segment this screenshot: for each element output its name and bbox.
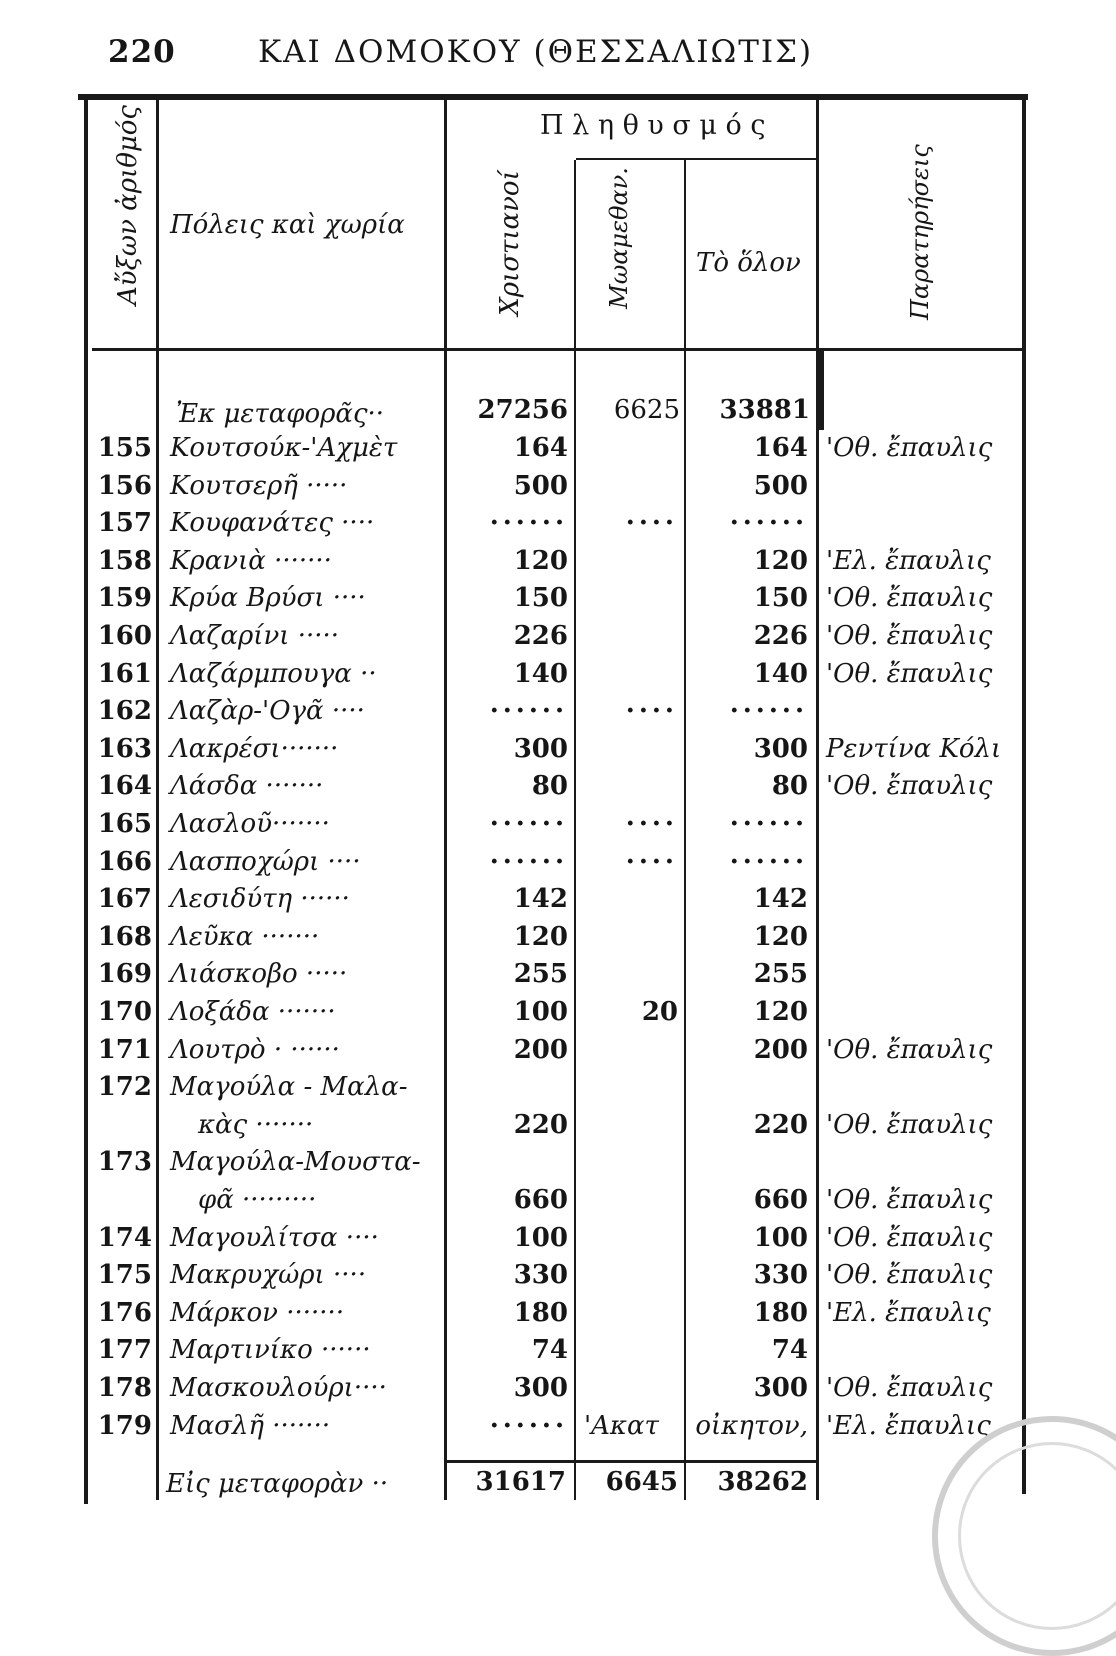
page-header [108, 28, 1008, 88]
row-name: Λεσιδύτη ······ [170, 884, 350, 914]
carry-out-label: Εἰς μεταφορὰν ·· [166, 1469, 389, 1499]
row-name: Λεῦκα ······· [170, 922, 320, 952]
row-name: κὰς ······· [198, 1110, 314, 1140]
carry-in-muslims: 6625 [613, 395, 680, 425]
row-total: οἰκητον, [695, 1411, 808, 1441]
row-total: ······ [729, 847, 808, 877]
row-total: 220 [753, 1110, 808, 1140]
row-name: Μαγούλα - Μαλα- [170, 1072, 408, 1102]
row-muslims: ···· [625, 696, 678, 726]
row-christians: 255 [513, 959, 568, 989]
row-total: 74 [771, 1335, 808, 1365]
row-total: 660 [753, 1185, 808, 1215]
row-name: Κουτσερῆ ····· [170, 471, 348, 501]
row-christians: 220 [513, 1110, 568, 1140]
carry-in-total: 33881 [719, 395, 810, 425]
total-column-heavy-rule [818, 350, 824, 430]
row-no: 156 [97, 471, 152, 501]
places-header: Πόλεις καὶ χωρία [170, 210, 405, 240]
row-christians: 300 [513, 734, 568, 764]
row-note: 'Ελ. ἔπαυλις [826, 1298, 991, 1328]
carry-out-christians: 31617 [475, 1467, 566, 1497]
row-name: Λαζαρίνι ····· [170, 621, 340, 651]
row-name: φᾶ ········· [198, 1185, 317, 1215]
row-christians: 100 [513, 1223, 568, 1253]
christians-column-divider [574, 160, 576, 1500]
header-bottom-rule [92, 348, 1022, 351]
row-no: 178 [97, 1373, 152, 1403]
row-no: 174 [97, 1223, 152, 1253]
muslims-header: Μωαμεθαν. [605, 167, 633, 309]
row-note: 'Οθ. ἔπαυλις [826, 1223, 993, 1253]
row-christians: 660 [513, 1185, 568, 1215]
row-total: ······ [729, 696, 808, 726]
row-no: 164 [97, 771, 152, 801]
row-no: 163 [97, 734, 152, 764]
serial-header: Αὔξων ἀριθμός [113, 105, 143, 305]
row-christians: 142 [513, 884, 568, 914]
remarks-header: Παρατηρήσεις [906, 144, 934, 320]
row-no: 157 [97, 508, 152, 538]
row-christians: 500 [513, 471, 568, 501]
row-christians: 180 [513, 1298, 568, 1328]
row-note: 'Οθ. ἔπαυλις [826, 1185, 993, 1215]
row-muslims: ···· [625, 847, 678, 877]
row-muslims: ···· [625, 809, 678, 839]
row-note: 'Ελ. ἔπαυλις [826, 1411, 991, 1441]
row-total: 142 [753, 884, 808, 914]
carry-out-muslims: 6645 [605, 1467, 678, 1497]
row-note: Ρεντίνα Κόλι [826, 734, 1002, 764]
row-note: 'Οθ. ἔπαυλις [826, 1373, 993, 1403]
row-total: 500 [753, 471, 808, 501]
row-total: ······ [729, 508, 808, 538]
carry-in-label: Ἐκ μεταφορᾶς·· [176, 399, 385, 429]
row-note: 'Οθ. ἔπαυλις [826, 1260, 993, 1290]
row-christians: 140 [513, 659, 568, 689]
row-note: 'Οθ. ἔπαυλις [826, 659, 993, 689]
row-christians: ······ [489, 696, 568, 726]
row-name: Λαζάρμπουγα ·· [170, 659, 377, 689]
row-total: 300 [753, 1373, 808, 1403]
row-name: Λασλοῦ······· [170, 809, 330, 839]
row-name: Μαρτινίκο ······ [170, 1335, 371, 1365]
row-note: 'Οθ. ἔπαυλις [826, 771, 993, 801]
row-no: 161 [97, 659, 152, 689]
row-no: 166 [97, 847, 152, 877]
row-total: 300 [753, 734, 808, 764]
christians-header: Χριστιανοί [495, 170, 525, 316]
row-christians: 330 [513, 1260, 568, 1290]
row-name: Μακρυχώρι ···· [170, 1260, 367, 1290]
row-total: 120 [753, 922, 808, 952]
row-christians: ······ [489, 809, 568, 839]
row-no: 170 [97, 997, 152, 1027]
row-name: Λουτρὸ · ······ [170, 1035, 340, 1065]
row-note: 'Οθ. ἔπαυλις [826, 1035, 993, 1065]
serial-column-divider [156, 100, 159, 1500]
row-total: 180 [753, 1298, 808, 1328]
row-name: Μασλῆ ······· [170, 1411, 331, 1441]
carry-out-total: 38262 [717, 1467, 808, 1497]
total-header: Τὸ ὅλον [696, 248, 801, 278]
row-muslims: 'Ακατ [584, 1411, 659, 1441]
sum-rule [444, 1460, 818, 1463]
row-christians: 120 [513, 546, 568, 576]
row-total: 150 [753, 583, 808, 613]
row-total: 120 [753, 546, 808, 576]
row-no: 165 [97, 809, 152, 839]
row-no: 155 [97, 433, 152, 463]
row-note: 'Οθ. ἔπαυλις [826, 433, 993, 463]
row-name: Λιάσκοβο ····· [170, 959, 348, 989]
row-note: 'Οθ. ἔπαυλις [826, 1110, 993, 1140]
row-note: 'Οθ. ἔπαυλις [826, 583, 993, 613]
row-christians: 300 [513, 1373, 568, 1403]
places-column-divider [444, 100, 447, 1500]
row-christians: 164 [513, 433, 568, 463]
row-total: ······ [729, 809, 808, 839]
row-no: 158 [97, 546, 152, 576]
row-name: Κρύα Βρύσι ···· [170, 583, 366, 613]
row-muslims: ···· [625, 508, 678, 538]
row-no: 176 [97, 1298, 152, 1328]
row-name: Κουτσούκ-'Αχμὲτ [170, 433, 398, 463]
row-no: 179 [97, 1411, 152, 1441]
row-name: Μαγουλίτσα ···· [170, 1223, 379, 1253]
row-name: Λακρέσι······· [170, 734, 339, 764]
row-name: Μαγούλα-Μουστα- [170, 1147, 421, 1177]
row-christians: 200 [513, 1035, 568, 1065]
row-name: Κουφανάτες ···· [170, 508, 375, 538]
row-no: 175 [97, 1260, 152, 1290]
row-name: Λοξάδα ······· [170, 997, 336, 1027]
row-name: Κρανιὰ ······· [170, 546, 332, 576]
row-no: 172 [97, 1072, 152, 1102]
page-number: 220 [108, 34, 176, 70]
row-christians: ······ [489, 1411, 568, 1441]
row-total: 255 [753, 959, 808, 989]
row-total: 330 [753, 1260, 808, 1290]
total-column-divider [816, 100, 819, 1500]
row-no: 160 [97, 621, 152, 651]
row-no: 177 [97, 1335, 152, 1365]
row-total: 226 [753, 621, 808, 651]
row-no: 173 [97, 1147, 152, 1177]
row-christians: ······ [489, 508, 568, 538]
row-note: 'Οθ. ἔπαυλις [826, 621, 993, 651]
row-no: 159 [97, 583, 152, 613]
row-name: Λαζὰρ-'Ογᾶ ···· [170, 696, 365, 726]
row-total: 120 [753, 997, 808, 1027]
row-no: 168 [97, 922, 152, 952]
running-title: ΚΑΙ ΔΟΜΟΚΟΥ (ΘΕΣΣΑΛΙΩΤΙΣ) [258, 34, 814, 70]
row-muslims: 20 [641, 997, 678, 1027]
row-christians: 226 [513, 621, 568, 651]
row-name: Μάρκον ······· [170, 1298, 345, 1328]
carry-in-christians: 27256 [477, 395, 568, 425]
row-name: Λάσδα ······· [170, 771, 324, 801]
row-total: 100 [753, 1223, 808, 1253]
row-no: 162 [97, 696, 152, 726]
row-christians: ······ [489, 847, 568, 877]
row-no: 171 [97, 1035, 152, 1065]
row-note: 'Ελ. ἔπαυλις [826, 546, 991, 576]
table-left-border [84, 94, 88, 1504]
row-christians: 80 [531, 771, 568, 801]
row-no: 167 [97, 884, 152, 914]
row-total: 80 [771, 771, 808, 801]
row-total: 140 [753, 659, 808, 689]
row-christians: 74 [531, 1335, 568, 1365]
table-top-rule [78, 94, 1028, 100]
row-total: 164 [753, 433, 808, 463]
muslims-column-divider [684, 160, 686, 1500]
row-christians: 100 [513, 997, 568, 1027]
table-right-border [1022, 94, 1026, 1494]
population-header: Π λ η θ υ σ μ ό ς [540, 110, 766, 141]
row-christians: 150 [513, 583, 568, 613]
row-christians: 120 [513, 922, 568, 952]
row-name: Λασποχώρι ···· [170, 847, 361, 877]
row-name: Μασκουλούρι···· [170, 1373, 387, 1403]
row-no: 169 [97, 959, 152, 989]
population-header-underline [576, 158, 816, 160]
row-total: 200 [753, 1035, 808, 1065]
